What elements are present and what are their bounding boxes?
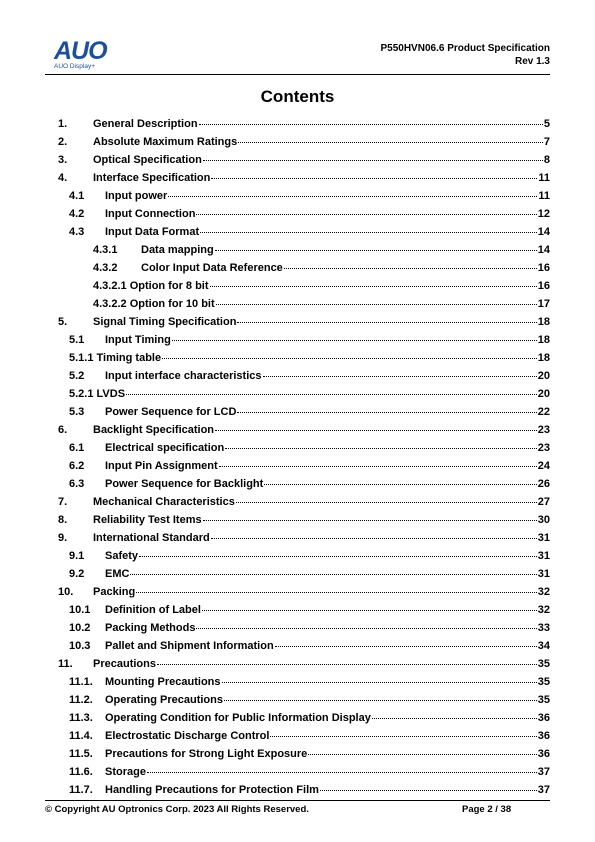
toc-entry-title: Color Input Data Reference [141,262,283,274]
toc-entry-page: 36 [537,748,550,760]
toc-entry-page: 17 [537,298,550,310]
toc-leader-dots [139,545,537,557]
toc-entry-title: Backlight Specification [93,424,215,436]
toc-leader-dots [126,383,537,395]
toc-entry-page: 18 [537,334,550,346]
toc-entry-title: Reliability Test Items [93,514,202,526]
toc-entry-page: 37 [537,766,550,778]
toc-entry-title: Mounting Precautions [105,676,221,688]
toc-entry-number: 6. [58,424,68,436]
toc-entry-page: 20 [537,370,550,382]
toc-entry-title: Power Sequence for Backlight [105,478,264,490]
toc-leader-dots [202,599,537,611]
toc-entry-number: 5.3 [69,406,85,418]
toc-entry-page: 5 [543,118,550,130]
toc-leader-dots [215,419,537,431]
toc-entry-number: 7. [58,496,68,508]
toc-entry-number: 10.3 [69,640,91,652]
toc-entry-title: Absolute Maximum Ratings [93,136,238,148]
toc-entry-number: 4. [58,172,68,184]
toc-entry-title: Data mapping [141,244,214,256]
toc-entry-title: Input Pin Assignment [105,460,218,472]
toc-leader-dots [210,275,537,287]
toc-entry-page: 23 [537,424,550,436]
toc-leader-dots [237,311,536,323]
toc-entry-page: 27 [537,496,550,508]
toc-entry-page: 7 [543,136,550,148]
toc-leader-dots [203,149,543,161]
toc-leader-dots [215,239,537,251]
copyright-text: © Copyright AU Optronics Corp. 2023 All Rights Reserved. [45,804,309,815]
toc-leader-dots [284,257,537,269]
toc-entry[interactable] [69,781,550,799]
product-title: P550HVN06.6 Product Specification [380,43,550,54]
toc-entry-number: 11.7. [69,784,93,796]
toc-entry-page: 32 [537,604,550,616]
toc-leader-dots [157,653,537,665]
toc-leader-dots [219,455,537,467]
toc-entry-number: 2. [58,136,68,148]
toc-entry-number: 9.2 [69,568,85,580]
toc-entry-page: 24 [537,460,550,472]
toc-leader-dots [236,491,537,503]
toc-entry-number: 6.3 [69,478,85,490]
toc-entry-title: Handling Precautions for Protection Film [105,784,319,796]
toc-leader-dots [196,617,536,629]
toc-entry-title: General Description [93,118,198,130]
toc-entry-page: 31 [537,568,550,580]
toc-entry-number: 11.6. [69,766,93,778]
toc-entry-page: 11 [538,190,550,202]
toc-entry-title: EMC [105,568,130,580]
toc-entry-page: 18 [537,352,550,364]
toc-entry-number: 1. [58,118,68,130]
toc-entry-title: Interface Specification [93,172,211,184]
toc-entry-title: 4.3.2.1 Option for 8 bit [93,280,209,292]
toc-entry-number: 10.2 [69,622,91,634]
toc-entry-number: 11.4. [69,730,93,742]
toc-entry-page: 16 [537,262,550,274]
toc-entry-title: International Standard [93,532,210,544]
toc-entry-page: 30 [537,514,550,526]
toc-leader-dots [222,671,537,683]
toc-leader-dots [216,293,537,305]
toc-entry-page: 22 [537,406,550,418]
toc-entry-title: Electrical specification [105,442,225,454]
toc-entry-page: 16 [537,280,550,292]
toc-leader-dots [211,167,537,179]
toc-entry-title: Input Data Format [105,226,200,238]
toc-entry-title: Packing [93,586,136,598]
toc-entry-title: 5.1.1 Timing table [69,352,162,364]
toc-entry-number: 10.1 [69,604,91,616]
toc-leader-dots [130,563,536,575]
toc-entry-page: 31 [537,532,550,544]
toc-entry-number: 3. [58,154,68,166]
toc-leader-dots [372,707,537,719]
toc-entry-page: 8 [543,154,550,166]
toc-entry-number: 5.1 [69,334,85,346]
logo-mark: AUO [54,37,107,65]
toc-entry-page: 36 [537,730,550,742]
toc-entry-title: Packing Methods [105,622,196,634]
toc-leader-dots [136,581,537,593]
header-divider [45,74,550,75]
toc-leader-dots [200,221,537,233]
toc-entry-page: 37 [537,784,550,796]
toc-entry-title: Optical Specification [93,154,202,166]
toc-entry-page: 18 [537,316,550,328]
toc-entry-title: Precautions [93,658,156,670]
toc-entry-page: 23 [537,442,550,454]
toc-entry-page: 33 [537,622,550,634]
toc-entry-number: 11.2. [69,694,93,706]
toc-entry-number: 6.2 [69,460,85,472]
toc-entry-page: 14 [537,244,550,256]
toc-entry-page: 32 [537,586,550,598]
toc-leader-dots [224,689,537,701]
document-title [380,42,550,68]
toc-entry-page: 26 [537,478,550,490]
logo-subtitle: AUO Display+ [54,63,95,70]
toc-entry-title: Operating Condition for Public Information Display [105,712,371,724]
toc-entry-page: 34 [537,640,550,652]
toc-leader-dots [162,347,537,359]
toc-leader-dots [196,203,536,215]
toc-entry-title: Input interface characteristics [105,370,262,382]
toc-entry-title: Pallet and Shipment Information [105,640,274,652]
toc-leader-dots [270,725,536,737]
toc-entry-number: 4.3.2 [93,262,118,274]
toc-entry-title: Operating Precautions [105,694,223,706]
toc-entry-page: 11 [538,172,550,184]
toc-entry-page: 14 [537,226,550,238]
toc-entry-number: 5. [58,316,68,328]
toc-leader-dots [308,743,536,755]
toc-leader-dots [199,113,543,125]
toc-entry-number: 5.2 [69,370,85,382]
toc-entry-page: 20 [537,388,550,400]
toc-entry-page: 35 [537,676,550,688]
toc-leader-dots [147,761,537,773]
toc-entry-number: 11. [58,658,73,670]
page-footer [45,800,550,815]
toc-entry-number: 11.5. [69,748,93,760]
toc-entry-number: 4.1 [69,190,85,202]
page-header [0,0,595,80]
toc-entry-title: Electrostatic Discharge Control [105,730,270,742]
revision-label: Rev 1.3 [514,56,550,67]
toc-entry-number: 6.1 [69,442,85,454]
toc-leader-dots [275,635,537,647]
toc-entry-title: Signal Timing Specification [93,316,237,328]
toc-entry-title: Power Sequence for LCD [105,406,237,418]
toc-entry-number: 10. [58,586,74,598]
toc-entry-title: Input Connection [105,208,196,220]
toc-leader-dots [211,527,537,539]
toc-entry-number: 11.3. [69,712,93,724]
toc-entry-title: Precautions for Strong Light Exposure [105,748,308,760]
toc-leader-dots [263,365,537,377]
toc-entry-title: Storage [105,766,146,778]
page-number: Page 2 / 38 [462,804,512,815]
toc-entry-title: Input Timing [105,334,171,346]
toc-entry-title: Mechanical Characteristics [93,496,235,508]
toc-entry-title: 4.3.2.2 Option for 10 bit [93,298,215,310]
toc-entry-number: 4.3 [69,226,85,238]
toc-leader-dots [264,473,536,485]
toc-leader-dots [172,329,537,341]
toc-leader-dots [168,185,537,197]
toc-entry-title: Input power [105,190,168,202]
toc-leader-dots [225,437,537,449]
toc-entry-page: 12 [537,208,550,220]
toc-leader-dots [320,779,537,791]
toc-entry-title: Definition of Label [105,604,201,616]
toc-entry-number: 8. [58,514,68,526]
toc-leader-dots [203,509,537,521]
toc-entry-number: 4.3.1 [93,244,118,256]
toc-leader-dots [237,401,536,413]
toc-entry-number: 4.2 [69,208,85,220]
toc-entry-number: 11.1. [69,676,93,688]
toc-entry-page: 36 [537,712,550,724]
toc-entry-title: 5.2.1 LVDS [69,388,126,400]
toc-entry-page: 31 [537,550,550,562]
toc-entry-page: 35 [537,658,550,670]
toc-entry-number: 9. [58,532,68,544]
toc-entry-page: 35 [537,694,550,706]
page-title: Contents [260,87,335,106]
toc-leader-dots [238,131,543,143]
footer-divider [45,800,550,801]
toc-entry-title: Safety [105,550,139,562]
toc-entry-number: 9.1 [69,550,85,562]
auo-logo [54,37,116,76]
